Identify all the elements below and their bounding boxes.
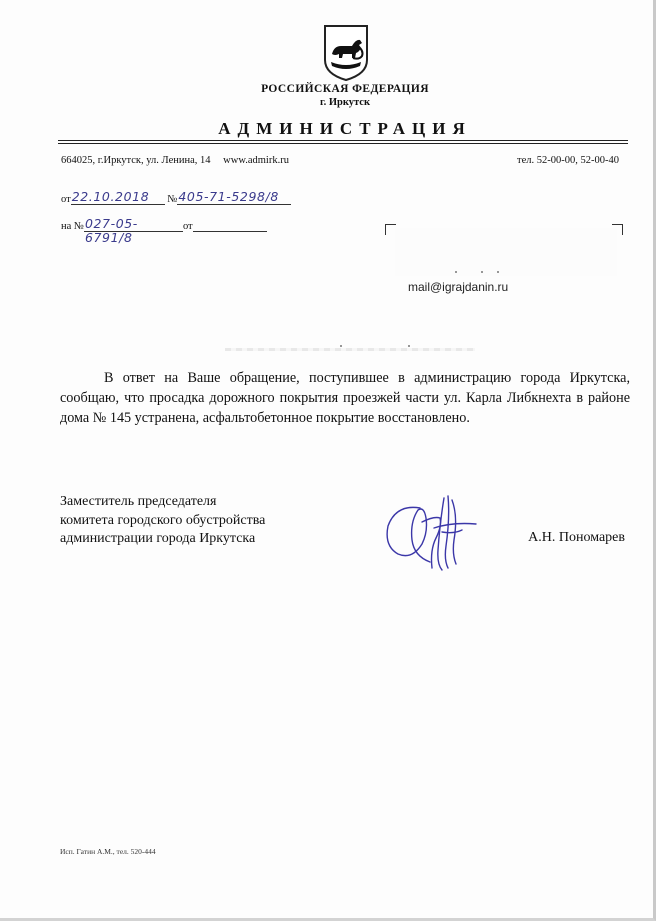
redacted-salutation-line <box>225 348 475 351</box>
postal-address: 664025, г.Иркутск, ул. Ленина, 14 <box>61 155 211 166</box>
outgoing-reference <box>61 190 291 205</box>
address-line <box>61 155 289 166</box>
scan-speck <box>408 345 410 347</box>
reply-label: на № <box>61 221 84 232</box>
header-rule-bottom <box>58 143 628 144</box>
letter-body: В ответ на Ваше обращение, поступившее в администрацию города Иркутска, сообщаю, что просадка дорожного покрытия проезжей части ул. Карла Либкнехта в районе дома № 145 устранена, асфальтобетонное покрытие восстановлено. <box>60 370 630 426</box>
website-link: www.admirk.ru <box>223 155 289 166</box>
number-value: 405-71-5298/8 <box>177 190 291 205</box>
signer-position-line: комитета городского обустройства <box>60 512 266 528</box>
recipient-email: mail@igrajdanin.ru <box>408 280 509 294</box>
executor-note: Исп. Гатин А.М., тел. 520-444 <box>60 847 156 856</box>
city-name: г. Иркутск <box>320 97 370 108</box>
scan-speck <box>340 345 342 347</box>
signer-position <box>60 493 265 549</box>
city-coat-of-arms-emblem <box>322 24 370 82</box>
date-label: от <box>61 194 71 205</box>
organization-title: АДМИНИСТРАЦИЯ <box>218 119 472 138</box>
handwritten-signature <box>382 488 492 576</box>
reply-number: 027-05-6791/8 <box>84 217 183 232</box>
reply-date-label: от <box>182 221 193 232</box>
country-name: РОССИЙСКАЯ ФЕДЕРАЦИЯ <box>261 83 429 95</box>
reply-date-value <box>193 217 267 232</box>
signer-position-line: Заместитель председателя <box>60 494 217 509</box>
scan-speck <box>481 271 483 273</box>
signer-position-line: администрации города Иркутска <box>60 531 256 546</box>
number-label: № <box>167 194 178 205</box>
redacted-recipient-area <box>395 228 617 276</box>
incoming-reference <box>61 216 267 245</box>
scan-speck <box>497 271 499 273</box>
phone-numbers: тел. 52-00-00, 52-00-40 <box>517 155 619 166</box>
signer-name: А.Н. Пономарев <box>528 530 625 545</box>
scan-speck <box>455 271 457 273</box>
header-rule-top <box>58 140 628 141</box>
date-value: 22.10.2018 <box>71 190 165 205</box>
